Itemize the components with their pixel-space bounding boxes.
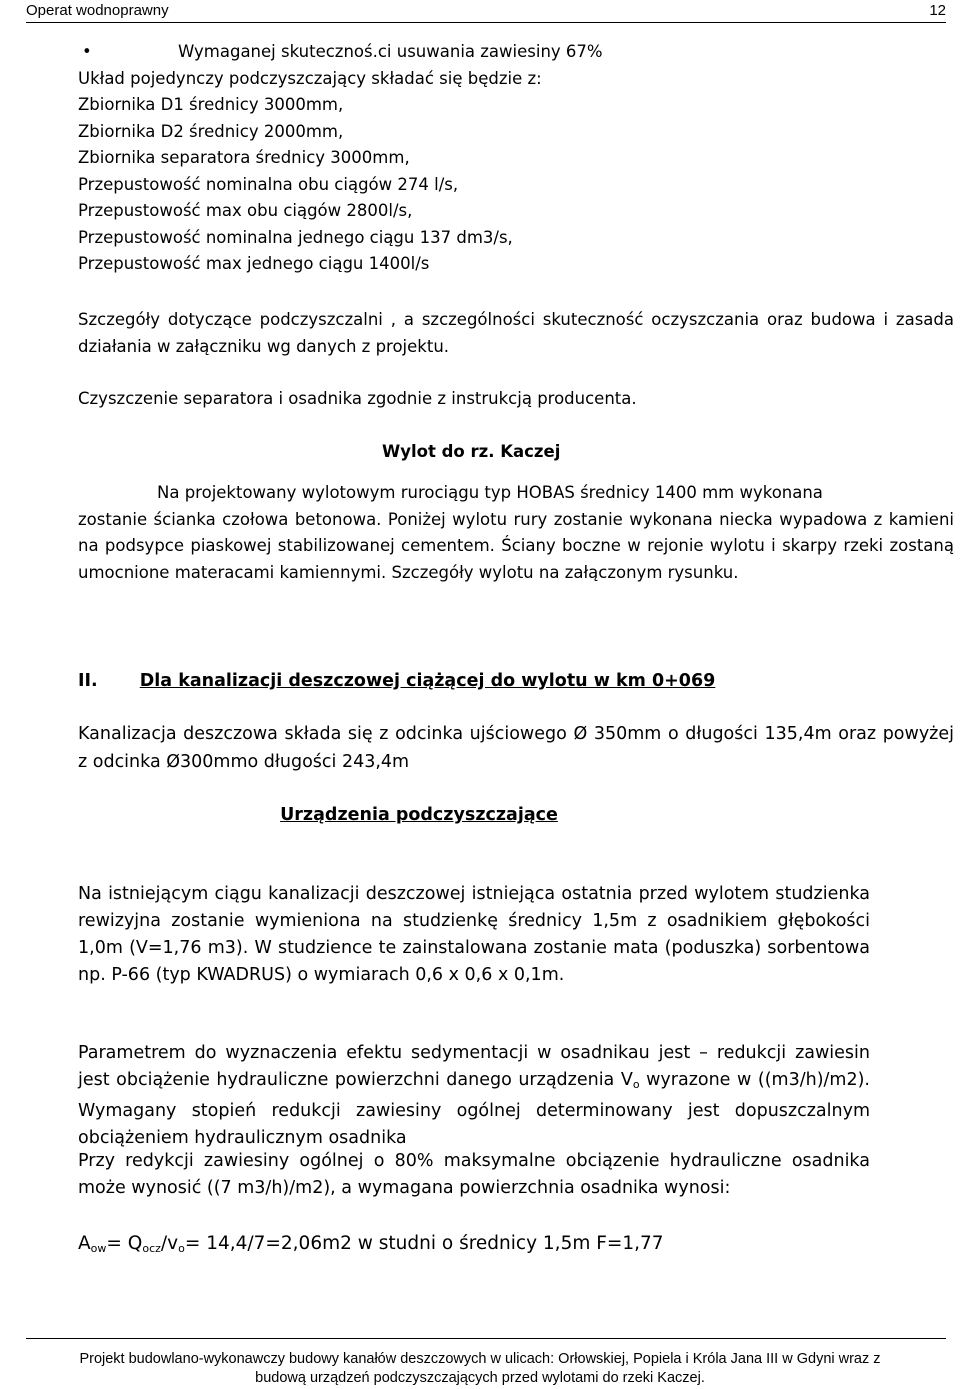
spec-line: Przepustowość max obu ciągów 2800l/s,: [78, 201, 413, 220]
parameter-subscript: o: [632, 1078, 640, 1091]
parameter-text-rest: wyrazone w ((m3/h)/m2). Wymagany stopień redukcji zawiesiny ogólnej determinowany jest dopuszczalnym obciążeniem hydraulicznym osadnika: [78, 1070, 870, 1148]
section-heading: [78, 667, 954, 695]
formula-q-sub: ocz: [142, 1242, 161, 1255]
formula-line: [78, 1230, 954, 1263]
footer-divider: [26, 1338, 946, 1339]
spec-line: Zbiornika separatora średnicy 3000mm,: [78, 148, 410, 167]
formula-a-sub: ow: [90, 1242, 107, 1255]
spec-line: Zbiornika D1 średnicy 3000mm,: [78, 95, 344, 114]
devices-heading: Urządzenia podczyszczające: [280, 805, 558, 825]
formula-eq: = Q: [106, 1233, 143, 1254]
outlet-heading: Wylot do rz. Kaczej: [382, 442, 561, 461]
formula-slash-v: /v: [160, 1233, 179, 1254]
bullet-item: [78, 39, 954, 66]
formula-result: = 14,4/7=2,06m2 w studni o średnicy 1,5m F=1,77: [184, 1233, 664, 1254]
bullet-icon: •: [82, 42, 92, 61]
spec-line: Przepustowość nominalna jednego ciągu 137 dm3/s,: [78, 227, 513, 247]
spec-line: Przepustowość max jednego ciągu 1400l/s: [78, 254, 430, 273]
formula-v-sub: o: [178, 1242, 185, 1255]
spec-line: Układ pojedynczy podczyszczający składać się będzie z:: [78, 68, 542, 88]
page-number: 12: [929, 2, 946, 19]
spec-line: Zbiornika D2 średnicy 2000mm,: [78, 121, 344, 141]
outlet-first-line: Na projektowany wylotowym rurociągu typ HOBAS średnicy 1400 mm wykonana: [157, 483, 823, 502]
page-footer: [0, 1350, 960, 1388]
parameter-text: Parametrem do wyznaczenia efektu sedymentacji w osadnikau jest – redukcji zawiesin jest obciążenie hydrauliczne powierzchni danego urządzenia V: [78, 1043, 870, 1090]
bullet-text: Wymaganej skutecznoś.ci usuwania zawiesiny 67%: [178, 42, 603, 61]
outlet-block: [78, 480, 954, 586]
formula-a: A: [78, 1233, 91, 1254]
reduction-paragraph: Przy redykcji zawiesiny ogólnej o 80% maksymalne obciązenie hydrauliczne osadnika może wynosić ((7 m3/h)/m2), a wymagana powierzchnia osadnika wynosi:: [78, 1151, 870, 1198]
header-title: Operat wodnoprawny: [26, 2, 169, 19]
cleaning-paragraph: Czyszczenie separatora i osadnika zgodnie z instrukcją producenta.: [78, 389, 637, 408]
section-number: II.: [78, 671, 98, 691]
sewer-paragraph: Kanalizacja deszczowa składa się z odcinka ujściowego Ø 350mm o długości 135,4m oraz powyżej z odcinka Ø300mmo długości 243,4m: [78, 724, 954, 772]
outlet-paragraph: zostanie ścianka czołowa betonowa. Poniżej wylotu rury zostanie wykonana niecka wypadowa z kamieni na podsypce piaskowej stabilizowanej cementem. Ściany boczne w rejonie wylotu i skarpy rzeki zostaną umocnione materacami kamiennymi. Szczegóły wylotu na załączonym rysunku.: [78, 509, 954, 582]
page-header: [26, 0, 946, 23]
spec-block: [78, 39, 954, 278]
details-paragraph: Szczegóły dotyczące podczyszczalni , a szczególności skuteczność oczyszczania oraz budowa i zasada działania w załączniku wg danych z projektu.: [78, 310, 954, 356]
footer-line-2: budową urządzeń podczyszczających przed wylotami do rzeki Kaczej.: [255, 1370, 705, 1386]
devices-paragraph: Na istniejącym ciągu kanalizacji deszczowej istniejąca ostatnia przed wylotem studzienka rewizyjna zostanie wymieniona na studzienkę średnicy 1,5m z osadnikiem głębokości 1,0m (V=1,76 m3). W studzience te zainstalowana zostanie mata (poduszka) sorbentowa np. P-66 (typ KWADRUS) o wymiarach 0,6 x 0,6 x 0,1m.: [78, 884, 870, 985]
footer-line-1: Projekt budowlano-wykonawczy budowy kanałów deszczowych w ulicach: Orłowskiej, Popiela i Króla Jana III w Gdyni wraz z: [79, 1351, 881, 1367]
section-title: Dla kanalizacji deszczowej ciążącej do wylotu w km 0+069: [139, 671, 716, 691]
spec-line: Przepustowość nominalna obu ciągów 274 l/s,: [78, 174, 459, 194]
parameter-paragraph: [78, 1040, 870, 1152]
